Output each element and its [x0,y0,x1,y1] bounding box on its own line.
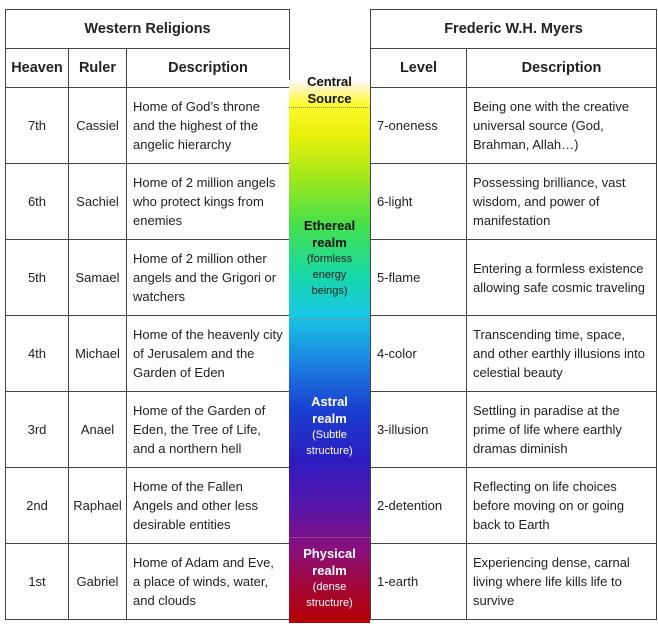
level-cell: 2-detention [371,468,467,544]
ethereal-realm-sub: (formless energy beings) [306,253,353,297]
level-description-cell: Transcending time, space, and other earthly illusions into celestial beauty [467,316,657,392]
divider-ethereal-astral [289,319,370,320]
heaven-description-cell: Home of 2 million angels who protect kings from enemies [127,164,290,240]
ethereal-realm-name: Ethereal realm [303,218,356,250]
heaven-description-cell: Home of the Fallen Angels and other less desirable entities [127,468,290,544]
heaven-description-cell: Home of 2 million other angels and the Grigori or watchers [127,240,290,316]
physical-realm-label [289,545,370,611]
level-description-cell: Settling in paradise at the prime of life where earthly dramas diminish [467,392,657,468]
heaven-description-cell: Home of God’s throne and the highest of the angelic hierarchy [127,88,290,164]
level-cell: 1-earth [371,544,467,620]
myers-title: Frederic W.H. Myers [371,10,657,49]
heaven-cell: 4th [6,316,69,392]
central-source-label: Central Source [307,74,352,106]
table-row [6,240,290,316]
astral-realm-name: Astral realm [311,394,348,426]
astral-realm-sub: (Subtle structure) [306,429,353,457]
ruler-cell: Cassiel [69,88,127,164]
level-cell: 5-flame [371,240,467,316]
myers-levels-rows [371,88,657,620]
heaven-description-cell: Home of the Garden of Eden, the Tree of Life, and a northern hell [127,392,290,468]
level-cell: 7-oneness [371,88,467,164]
table-row [371,544,657,620]
ruler-header: Ruler [69,49,127,88]
ruler-cell: Sachiel [69,164,127,240]
right-description-header: Description [467,49,657,88]
table-row [6,468,290,544]
table-row [371,468,657,544]
physical-realm-sub: (dense structure) [306,581,353,609]
heaven-cell: 3rd [6,392,69,468]
myers-levels-table [370,9,657,620]
divider-astral-physical [289,537,370,538]
ruler-cell: Raphael [69,468,127,544]
heaven-cell: 1st [6,544,69,620]
heaven-description-cell: Home of Adam and Eve, a place of winds, water, and clouds [127,544,290,620]
western-religions-rows [6,88,290,620]
physical-realm-name: Physical realm [303,546,356,578]
ruler-cell: Anael [69,392,127,468]
western-religions-table [5,9,290,620]
level-header: Level [371,49,467,88]
level-description-cell: Reflecting on life choices before moving on or going back to Earth [467,468,657,544]
table-row [371,316,657,392]
table-row [6,316,290,392]
heaven-cell: 5th [6,240,69,316]
table-row [6,88,290,164]
table-row [371,164,657,240]
table-row [6,164,290,240]
level-cell: 6-light [371,164,467,240]
table-row [371,240,657,316]
heaven-description-cell: Home of the heavenly city of Jerusalem and the Garden of Eden [127,316,290,392]
level-cell: 4-color [371,316,467,392]
ruler-cell: Michael [69,316,127,392]
western-religions-title: Western Religions [6,10,290,49]
level-description-cell: Possessing brilliance, vast wisdom, and power of manifestation [467,164,657,240]
table-row [6,392,290,468]
astral-realm-label [289,393,370,459]
heaven-header: Heaven [6,49,69,88]
realm-spectrum-bar [289,80,370,623]
level-description-cell: Being one with the creative universal source (God, Brahman, Allah…) [467,88,657,164]
table-row [371,88,657,164]
ruler-cell: Gabriel [69,544,127,620]
ruler-cell: Samael [69,240,127,316]
table-row [371,392,657,468]
heaven-cell: 6th [6,164,69,240]
level-cell: 3-illusion [371,392,467,468]
heaven-cell: 2nd [6,468,69,544]
left-description-header: Description [127,49,290,88]
ethereal-realm-label [289,217,370,299]
heaven-cell: 7th [6,88,69,164]
level-description-cell: Experiencing dense, carnal living where life kills life to survive [467,544,657,620]
level-description-cell: Entering a formless existence allowing safe cosmic traveling [467,240,657,316]
table-row [6,544,290,620]
divider-central [289,107,370,108]
